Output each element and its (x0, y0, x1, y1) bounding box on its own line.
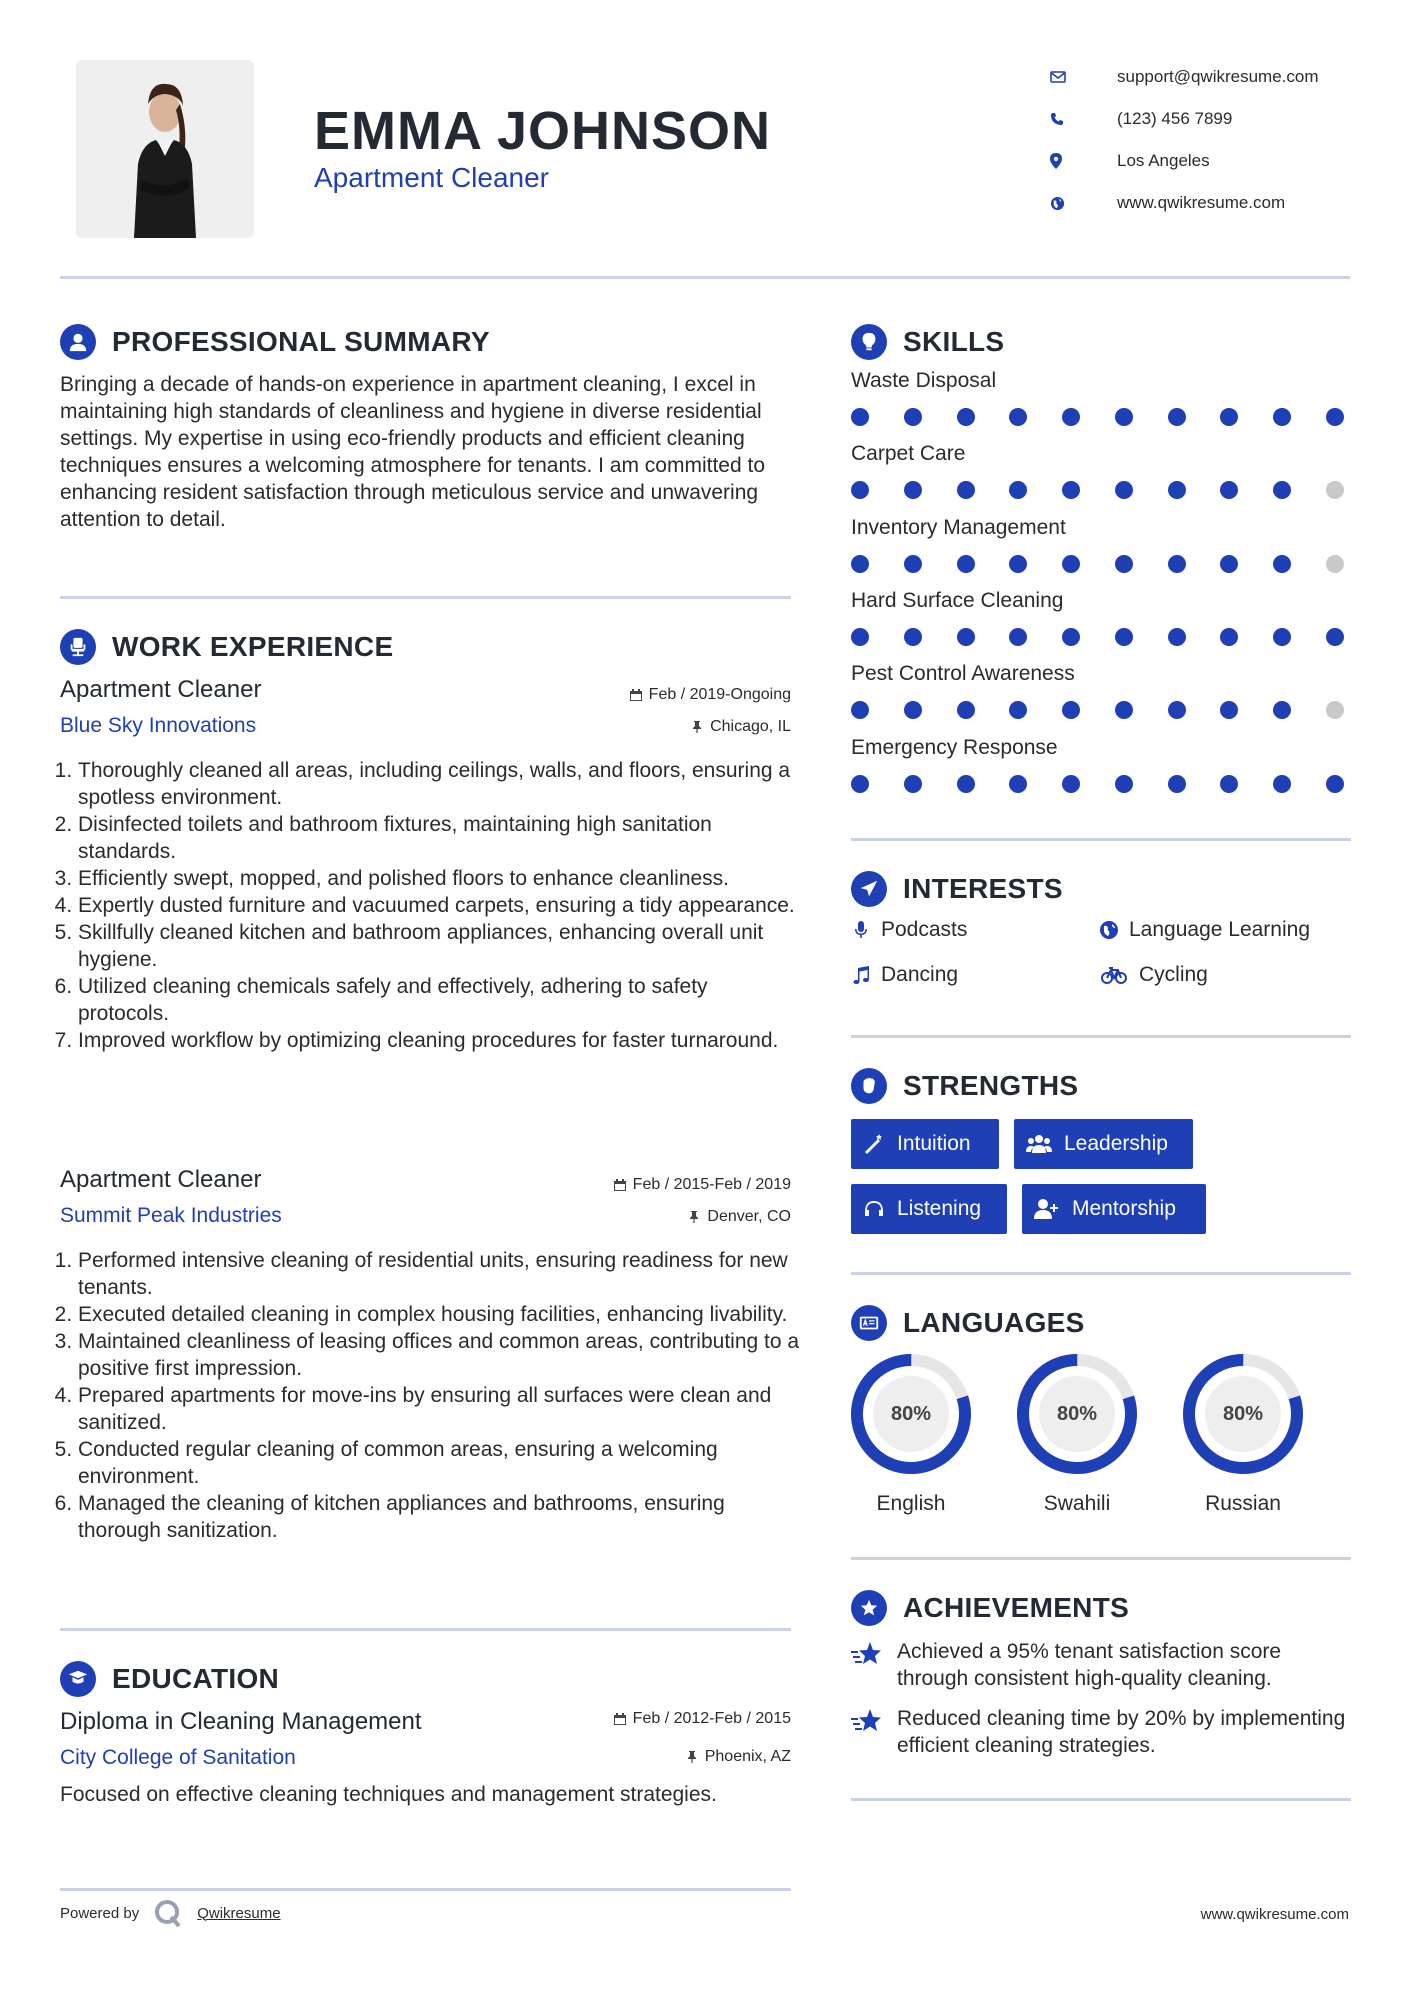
strength-label: Listening (897, 1197, 982, 1220)
summary-divider (60, 596, 791, 599)
achievement-item-2 (851, 1705, 1351, 1759)
qwikresume-logo-icon (153, 1898, 183, 1928)
job-1-location-text: Chicago, IL (710, 718, 791, 735)
rating-dot-empty (1326, 481, 1344, 499)
skill-rating (851, 481, 1344, 499)
globe-icon (1099, 920, 1119, 940)
strength-chip-leadership (1014, 1119, 1193, 1169)
envelope-icon (1050, 70, 1080, 84)
rating-dot-filled (1273, 701, 1291, 719)
contact-email-text: support@qwikresume.com (1117, 67, 1319, 86)
job-1-company: Blue Sky Innovations (60, 714, 257, 737)
qwikresume-link[interactable]: Qwikresume (197, 1904, 281, 1922)
paper-plane-icon (851, 871, 887, 907)
header-divider (60, 276, 1350, 279)
language-name: English (876, 1492, 946, 1515)
rating-dot-filled (1273, 481, 1291, 499)
rating-dot-filled (1326, 408, 1344, 426)
skill-rating (851, 628, 1344, 646)
interest-dancing (851, 963, 958, 987)
strengths-title: STRENGTHS (903, 1070, 1079, 1101)
job-2-company: Summit Peak Industries (60, 1204, 282, 1227)
rating-dot-filled (1062, 555, 1080, 573)
job-2-location (687, 1208, 791, 1226)
language-percent: 80% (1056, 1402, 1098, 1425)
summary-heading (60, 324, 490, 360)
skill-rating (851, 408, 1344, 426)
language-name: Russian (1205, 1492, 1281, 1515)
contact-website[interactable] (1050, 182, 1380, 224)
rating-dot-filled (957, 701, 975, 719)
magic-wand-icon (863, 1133, 885, 1155)
rating-dot-filled (1115, 701, 1133, 719)
strengths-divider (851, 1272, 1351, 1275)
shooting-star-icon (851, 1707, 883, 1735)
list-item: 4. Expertly dusted furniture and vacuumed carpets, ensuring a tidy appearance. (78, 892, 800, 919)
education-location (685, 1748, 791, 1766)
rating-dot-filled (904, 481, 922, 499)
calendar-icon (613, 1178, 627, 1192)
interest-language-learning (1099, 918, 1310, 942)
list-item: 1. Performed intensive cleaning of residential units, ensuring readiness for new tenants. (78, 1247, 800, 1301)
list-item: 6. Managed the cleaning of kitchen appliances and bathrooms, ensuring thorough sanitization. (78, 1490, 800, 1544)
pushpin-icon (690, 720, 704, 734)
calendar-icon (613, 1712, 627, 1726)
list-item: 7. Improved workflow by optimizing cleaning procedures for faster turnaround. (78, 1027, 800, 1054)
skills-title: SKILLS (903, 326, 1005, 357)
job-1-bullets (60, 757, 800, 1054)
contact-website-text: www.qwikresume.com (1117, 193, 1286, 212)
skill-rating (851, 555, 1344, 573)
interest-label: Language Learning (1129, 918, 1311, 941)
rating-dot-filled (1326, 628, 1344, 646)
skill-label: Carpet Care (851, 442, 966, 466)
rating-dot-filled (851, 481, 869, 499)
education-location-text: Phoenix, AZ (704, 1748, 791, 1765)
education-heading (60, 1661, 279, 1697)
interests-title: INTERESTS (903, 873, 1063, 904)
contact-phone[interactable] (1050, 98, 1380, 140)
rating-dot-filled (1062, 701, 1080, 719)
education-dates (613, 1710, 791, 1728)
rating-dot-filled (1009, 701, 1027, 719)
list-item: 1. Thoroughly cleaned all areas, including ceilings, walls, and floors, ensuring a spotless environment. (78, 757, 800, 811)
rating-dot-filled (957, 628, 975, 646)
job-2-title: Apartment Cleaner (60, 1166, 262, 1193)
skills-heading (851, 324, 1004, 360)
rating-dot-filled (1062, 775, 1080, 793)
rating-dot-filled (1009, 775, 1027, 793)
language-percent: 80% (1222, 1402, 1264, 1425)
job-1-location (690, 718, 791, 736)
achievement-text: Achieved a 95% tenant satisfaction score through consistent high-quality cleaning. (897, 1640, 1282, 1690)
pushpin-icon (685, 1750, 699, 1764)
rating-dot-filled (904, 775, 922, 793)
rating-dot-filled (851, 775, 869, 793)
footer-divider (60, 1888, 791, 1891)
rating-dot-filled (1273, 408, 1291, 426)
rating-dot-filled (1168, 701, 1186, 719)
rating-dot-filled (1009, 408, 1027, 426)
rating-dot-filled (957, 555, 975, 573)
list-item: 4. Prepared apartments for move-ins by ensuring all surfaces were clean and sanitized. (78, 1382, 800, 1436)
profile-photo (76, 60, 254, 238)
experience-heading (60, 629, 393, 665)
user-icon (60, 324, 96, 360)
list-item: 3. Maintained cleanliness of leasing offices and common areas, contributing to a positive first impression. (78, 1328, 800, 1382)
rating-dot-filled (1009, 628, 1027, 646)
rating-dot-filled (1220, 408, 1238, 426)
summary-title: PROFESSIONAL SUMMARY (112, 326, 490, 357)
rating-dot-filled (1115, 555, 1133, 573)
job-1-dates (629, 686, 791, 704)
star-badge-icon (851, 1590, 887, 1626)
education-dates-text: Feb / 2012-Feb / 2015 (632, 1710, 791, 1727)
skill-label: Emergency Response (851, 735, 1058, 759)
rating-dot-filled (1009, 481, 1027, 499)
microphone-icon (851, 920, 871, 940)
rating-dot-filled (957, 408, 975, 426)
powered-by-text: Powered by (60, 1904, 140, 1922)
person-silhouette-icon (76, 60, 254, 238)
candidate-name: EMMA JOHNSON (314, 101, 772, 161)
rating-dot-filled (1168, 775, 1186, 793)
language-item (849, 1352, 973, 1516)
rating-dot-filled (904, 408, 922, 426)
skill-label: Waste Disposal (851, 369, 997, 392)
strength-label: Intuition (897, 1132, 971, 1155)
rating-dot-filled (1168, 628, 1186, 646)
graduate-icon (60, 1661, 96, 1697)
lightbulb-icon (851, 324, 887, 360)
languages-heading (851, 1305, 1085, 1341)
job-2-bullets (60, 1247, 800, 1544)
strength-label: Mentorship (1072, 1197, 1176, 1220)
rating-dot-filled (1168, 408, 1186, 426)
strength-label: Leadership (1064, 1132, 1168, 1155)
bicycle-icon (1099, 965, 1129, 985)
phone-icon (1050, 112, 1080, 126)
footer-powered-by (60, 1898, 281, 1928)
languages-title: LANGUAGES (903, 1307, 1085, 1338)
rating-dot-filled (1220, 628, 1238, 646)
language-name: Swahili (1043, 1492, 1111, 1515)
strengths-heading (851, 1068, 1078, 1104)
list-item: 5. Skillfully cleaned kitchen and bathroom appliances, enhancing overall unit hygiene. (78, 919, 800, 973)
raised-fist-icon (851, 1068, 887, 1104)
rating-dot-filled (1168, 555, 1186, 573)
headphones-icon (863, 1198, 885, 1220)
interests-heading (851, 871, 1063, 907)
rating-dot-filled (851, 701, 869, 719)
interest-cycling (1099, 963, 1208, 987)
rating-dot-empty (1326, 555, 1344, 573)
shooting-star-icon (851, 1640, 883, 1668)
rating-dot-filled (1115, 408, 1133, 426)
interest-label: Dancing (881, 963, 959, 986)
education-degree: Diploma in Cleaning Management (60, 1708, 422, 1735)
users-icon (1026, 1133, 1052, 1155)
achievement-text: Reduced cleaning time by 20% by implementing efficient cleaning strategies. (897, 1707, 1346, 1757)
education-school: City College of Sanitation (60, 1746, 296, 1769)
rating-dot-filled (851, 555, 869, 573)
language-item (1015, 1352, 1139, 1516)
skill-label: Inventory Management (851, 515, 1066, 539)
list-item: 6. Utilized cleaning chemicals safely and effectively, adhering to safety protocols. (78, 973, 800, 1027)
rating-dot-filled (1220, 555, 1238, 573)
job-1-dates-text: Feb / 2019-Ongoing (648, 686, 791, 703)
rating-dot-filled (1220, 775, 1238, 793)
rating-dot-filled (1273, 628, 1291, 646)
job-2-location-text: Denver, CO (707, 1208, 791, 1225)
footer-website[interactable]: www.qwikresume.com (1200, 1906, 1349, 1923)
contact-location-text: Los Angeles (1117, 151, 1210, 170)
skills-divider (851, 838, 1351, 841)
skill-label: Pest Control Awareness (851, 662, 1075, 686)
rating-dot-filled (1115, 775, 1133, 793)
music-note-icon (851, 965, 871, 985)
candidate-role: Apartment Cleaner (314, 162, 550, 193)
rating-dot-filled (904, 555, 922, 573)
rating-dot-filled (1062, 481, 1080, 499)
achievements-divider (851, 1798, 1351, 1801)
office-chair-icon (60, 629, 96, 665)
list-item: 3. Efficiently swept, mopped, and polished floors to enhance cleanliness. (78, 865, 800, 892)
list-item: 2. Executed detailed cleaning in complex housing facilities, enhancing livability. (78, 1301, 800, 1328)
rating-dot-filled (1062, 408, 1080, 426)
rating-dot-filled (1115, 481, 1133, 499)
strength-chip-mentorship (1022, 1184, 1206, 1234)
rating-dot-filled (1220, 701, 1238, 719)
interest-label: Cycling (1139, 963, 1208, 986)
skill-rating (851, 701, 1344, 719)
rating-dot-filled (1273, 555, 1291, 573)
rating-dot-filled (1168, 481, 1186, 499)
rating-dot-filled (1009, 555, 1027, 573)
contact-email[interactable] (1050, 56, 1380, 98)
achievements-heading (851, 1590, 1129, 1626)
strength-chip-listening (851, 1184, 1007, 1234)
rating-dot-filled (1115, 628, 1133, 646)
interest-podcasts (851, 918, 967, 942)
rating-dot-filled (957, 481, 975, 499)
skill-rating (851, 775, 1344, 793)
rating-dot-filled (851, 628, 869, 646)
rating-dot-filled (904, 701, 922, 719)
education-text: Focused on effective cleaning techniques and management strategies. (60, 1783, 717, 1806)
rating-dot-filled (851, 408, 869, 426)
contact-phone-text: (123) 456 7899 (1117, 109, 1233, 128)
globe-icon (1050, 196, 1080, 211)
contact-list (1050, 56, 1380, 224)
language-item (1181, 1352, 1305, 1516)
rating-dot-filled (1220, 481, 1238, 499)
rating-dot-filled (1062, 628, 1080, 646)
job-1-title: Apartment Cleaner (60, 676, 262, 703)
rating-dot-empty (1326, 701, 1344, 719)
languages-divider (851, 1557, 1351, 1560)
calendar-icon (629, 688, 643, 702)
rating-dot-filled (904, 628, 922, 646)
rating-dot-filled (1273, 775, 1291, 793)
interest-label: Podcasts (881, 918, 968, 941)
achievement-item-1 (851, 1638, 1351, 1692)
skill-label: Hard Surface Cleaning (851, 588, 1064, 612)
user-plus-icon (1034, 1198, 1060, 1220)
summary-text: Bringing a decade of hands-on experience in apartment cleaning, I excel in maintaining high standards of cleanliness and hygiene in diverse residential settings. My expertise in using eco-friendly products and efficient cleaning techniques ensures a welcoming atmosphere for tenants. I am committed to enhancing resident satisfaction through meticulous service and unwavering attention to detail. (60, 373, 766, 531)
language-icon (851, 1305, 887, 1341)
experience-title: WORK EXPERIENCE (112, 631, 394, 662)
achievements-title: ACHIEVEMENTS (903, 1592, 1130, 1623)
map-pin-icon (1050, 153, 1080, 169)
experience-divider (60, 1628, 791, 1631)
rating-dot-filled (1326, 775, 1344, 793)
rating-dot-filled (957, 775, 975, 793)
education-title: EDUCATION (112, 1663, 280, 1694)
contact-location (1050, 140, 1380, 182)
list-item: 2. Disinfected toilets and bathroom fixtures, maintaining high sanitation standards. (78, 811, 800, 865)
job-2-dates (613, 1176, 791, 1194)
language-percent: 80% (890, 1402, 932, 1425)
job-2-dates-text: Feb / 2015-Feb / 2019 (632, 1176, 791, 1193)
strength-chip-intuition (851, 1119, 999, 1169)
pushpin-icon (687, 1210, 701, 1224)
interests-divider (851, 1035, 1351, 1038)
list-item: 5. Conducted regular cleaning of common areas, ensuring a welcoming environment. (78, 1436, 800, 1490)
